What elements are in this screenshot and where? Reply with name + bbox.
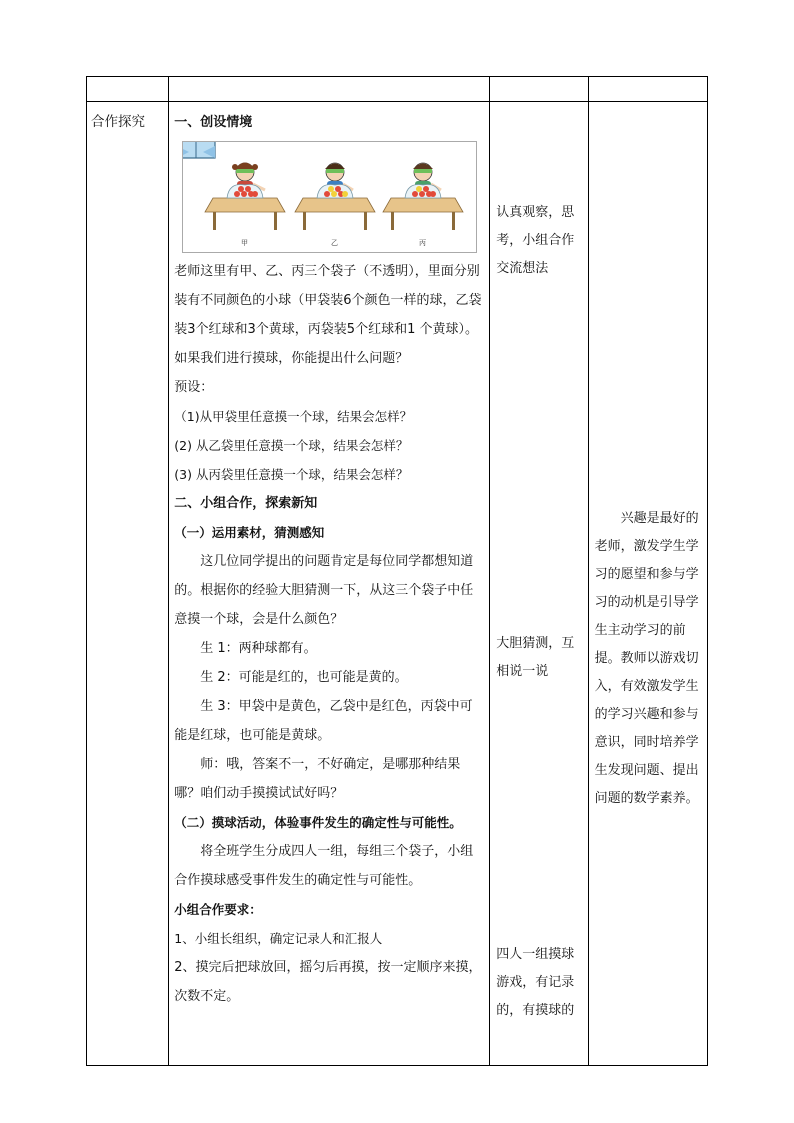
header-cell	[490, 77, 588, 102]
classroom-scene-image	[183, 142, 476, 252]
subsection1-text: 这几位同学提出的问题肯定是每位同学都想知道的。根据你的经验大胆猜测一下，从这三个袋子中任意摸一个球，会是什么颜色？	[174, 554, 474, 627]
subsection1-title: （一）运用素材，猜测感知	[174, 525, 325, 540]
student-activity-2: 大胆猜测，互相说一说	[496, 636, 575, 679]
intro-paragraph: 老师这里有甲、乙、丙三个袋子（不透明），里面分别装有不同颜色的小球（甲袋装6个颜色一样的球，乙袋装3个红球和3个黄球，丙袋装5个红球和1 个黄球）。如果我们进行摸球，你能提出什么问题？	[174, 264, 482, 366]
bag-label-3: 丙	[419, 239, 427, 247]
design-intent-block	[595, 505, 703, 813]
bag-illustration	[182, 141, 477, 253]
row-label-cell	[87, 102, 169, 1066]
header-row	[87, 77, 708, 102]
teacher-remark: 师：哦，答案不一，不好确定，是哪那种结果哪？咱们动手摸摸试试好吗？	[174, 757, 461, 801]
header-cell	[169, 77, 490, 102]
section1-title: 一、创设情境	[174, 115, 253, 130]
design-intent-cell	[588, 102, 707, 1066]
subsection2-title: （二）摸球活动，体验事件发生的确定性与可能性。	[174, 815, 462, 830]
header-cell	[87, 77, 169, 102]
requirement-item: 2、摸完后把球放回，摇匀后再摸，按一定顺序来摸，次数不定。	[174, 960, 482, 1004]
student-answer: 生 3：甲袋中是黄色，乙袋中是红色，丙袋中可能是红球，也可能是黄球。	[174, 699, 473, 743]
student-activity-cell	[490, 102, 588, 1066]
student-scene-3	[383, 163, 463, 247]
requirement-item: 1、小组长组织，确定记录人和汇报人	[174, 931, 383, 946]
row-label: 合作探究	[91, 114, 145, 130]
student-activity-1: 认真观察，思考，小组合作交流想法	[496, 205, 575, 276]
lesson-plan-table	[86, 76, 708, 1066]
design-intent-text: 兴趣是最好的老师，激发学生学习的愿望和参与学习的动机是引导学生主动学习的前提。教师以游戏切入，有效激发学生的学习兴趣和参与意识，同时培养学生发现问题、提出问题的数学素养。	[594, 511, 699, 806]
content-row	[87, 102, 708, 1066]
section2-title: 二、小组合作，探索新知	[174, 496, 318, 511]
student-scene-1	[205, 163, 285, 248]
teaching-process-cell	[169, 102, 490, 1066]
preset-item: （1)从甲袋里任意摸一个球，结果会怎样？	[174, 409, 413, 424]
window-icon	[183, 142, 215, 158]
student-scene-2	[295, 163, 375, 247]
student-answer: 生 1：两种球都有。	[200, 641, 317, 656]
preset-item: (3) 从丙袋里任意摸一个球，结果会怎样？	[174, 467, 409, 482]
header-cell	[588, 77, 707, 102]
bag-label-2: 乙	[331, 239, 339, 247]
subsection2-text: 将全班学生分成四人一组，每组三个袋子，小组合作摸球感受事件发生的确定性与可能性。	[174, 844, 474, 888]
student-answer: 生 2：可能是红的，也可能是黄的。	[200, 670, 408, 685]
student-activity-3: 四人一组摸球游戏，有记录的，有摸球的	[496, 947, 575, 1018]
preset-label: 预设：	[174, 380, 214, 395]
bag-label-1: 甲	[241, 239, 249, 247]
preset-item: (2) 从乙袋里任意摸一个球，结果会怎样？	[174, 438, 409, 453]
requirements-title: 小组合作要求：	[174, 902, 262, 917]
